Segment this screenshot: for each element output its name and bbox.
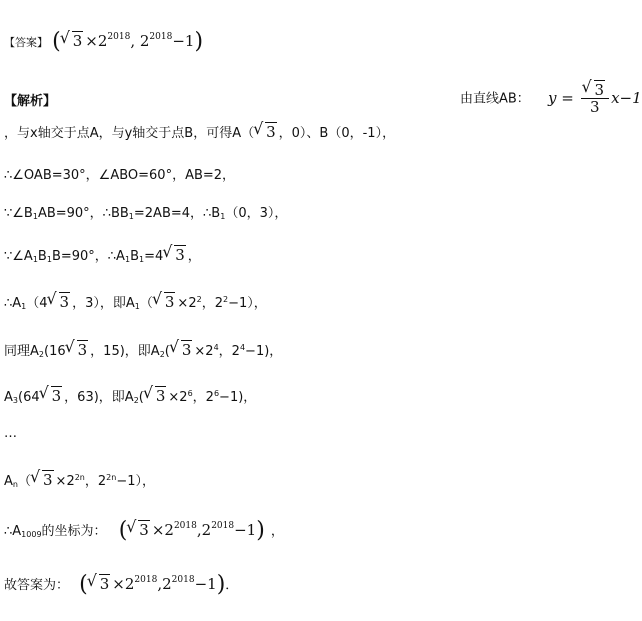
solution-line-10: $\therefore A_{1009}$的坐标为： (√ $3 \times 2^{2018},2^{2018}-1$) ， <box>4 516 284 545</box>
solution-line-8: … <box>4 426 17 441</box>
solution-line-6: 同理$A_2(16√$ 3 ，15)，即$A_2(√$ $3 \times 2^4$，$2^4-1$)， <box>4 338 282 365</box>
solution-line-7: $A_3(64√$ 3 ，63)，即$A_2(√$ $3 \times 2^6$，$2^6-1$)， <box>4 384 256 411</box>
analysis-heading: 【解析】 <box>4 94 57 109</box>
solution-line-1: ，与x轴交于点A，与y轴交于点B，可得A（√ 3 ，0）、B（0，-1）， <box>4 122 395 144</box>
solution-line-9: $A_n(√$ $3 \times 2^{2n}$，$2^{2n}-1$）， <box>4 468 155 495</box>
solution-line-3: $\because\angle B_1AB=90^\circ$，$\therefore BB_1=2AB=4$，$\therefore B_1(0$，3）， <box>4 206 288 221</box>
answer-label: 【答案】 <box>4 36 48 49</box>
solution-line-5: $\therefore A_1(4√$ 3 ，3），即$A_1(√$ $3 \times 2^2$，$2^2-1$）， <box>4 290 267 317</box>
line-ab-equation: 由直线AB： y = √ $\frac{3}{3}$ x−1 <box>460 82 642 115</box>
solution-line-2: ∴∠OAB=30°，∠ABO=60°，AB=2， <box>4 168 236 183</box>
final-answer-line: 故答案为： (√ $3 \times 2^{2018},2^{2018}-1$)． <box>4 570 238 596</box>
answer-expression: (√ $3 \times 2^{2018}$, $2^{2018}-1$) <box>52 32 203 50</box>
solution-line-4: $\because\angle A_1B_1B=90^\circ$，$\therefore A_1B_1=4√$ 3 ， <box>4 245 201 270</box>
answer-line <box>4 27 203 53</box>
